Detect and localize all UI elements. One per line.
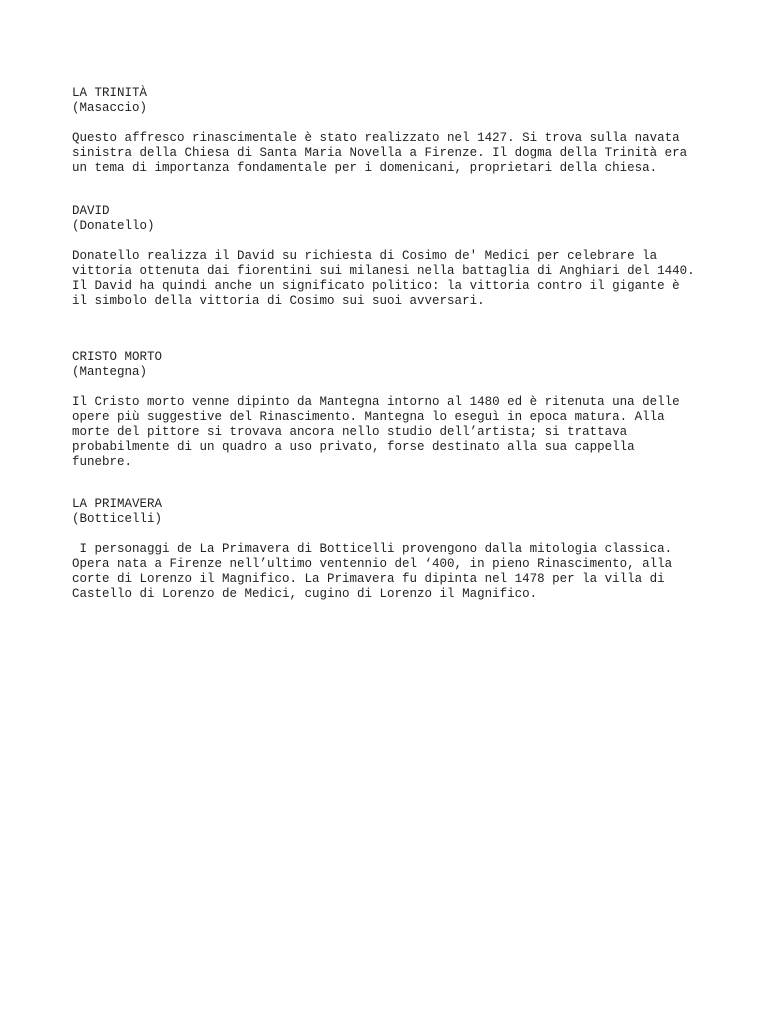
section-author: (Mantegna) (72, 365, 148, 379)
section-author: (Donatello) (72, 219, 155, 233)
paragraph-line: probabilmente di un quadro a uso privato, forse destinato alla sua cappella (72, 440, 635, 454)
section-title: DAVID (72, 204, 110, 218)
section-david (72, 204, 712, 309)
paragraph-line: morte del pittore si trovava ancora nello studio dell’artista; si trattava (72, 425, 628, 439)
section-author: (Botticelli) (72, 512, 163, 526)
section-la-primavera (72, 497, 712, 602)
paragraph-line: vittoria ottenuta dai fiorentini sui milanesi nella battaglia di Anghiari del 1440. (72, 264, 695, 278)
section-author: (Masaccio) (72, 101, 148, 115)
paragraph-line: funebre. (72, 455, 133, 469)
paragraph-line: Opera nata a Firenze nell’ultimo ventennio del ‘400, in pieno Rinascimento, alla (72, 557, 673, 571)
section-title: CRISTO MORTO (72, 350, 163, 364)
paragraph-line: Donatello realizza il David su richiesta di Cosimo de' Medici per celebrare la (72, 249, 658, 263)
paragraph-line: un tema di importanza fondamentale per i domenicani, proprietari della chiesa. (72, 161, 658, 175)
paragraph-line: Il Cristo morto venne dipinto da Mantegna intorno al 1480 ed è ritenuta una delle (72, 395, 680, 409)
paragraph-line: opere più suggestive del Rinascimento. Mantegna lo eseguì in epoca matura. Alla (72, 410, 665, 424)
section-title: LA PRIMAVERA (72, 497, 163, 511)
paragraph-line: Questo affresco rinascimentale è stato realizzato nel 1427. Si trova sulla navata (72, 131, 680, 145)
paragraph-line: sinistra della Chiesa di Santa Maria Novella a Firenze. Il dogma della Trinità era (72, 146, 688, 160)
section-la-trinita (72, 86, 712, 176)
paragraph-line: corte di Lorenzo il Magnifico. La Primavera fu dipinta nel 1478 per la villa di (72, 572, 665, 586)
paragraph-line: Il David ha quindi anche un significato politico: la vittoria contro il gigante è (72, 279, 680, 293)
section-title: LA TRINITÀ (72, 86, 148, 100)
section-cristo-morto (72, 350, 712, 470)
paragraph-line: il simbolo della vittoria di Cosimo sui suoi avversari. (72, 294, 485, 308)
paragraph-line: I personaggi de La Primavera di Botticelli provengono dalla mitologia classica. (72, 542, 673, 556)
paragraph-line: Castello di Lorenzo de Medici, cugino di Lorenzo il Magnifico. (72, 587, 538, 601)
